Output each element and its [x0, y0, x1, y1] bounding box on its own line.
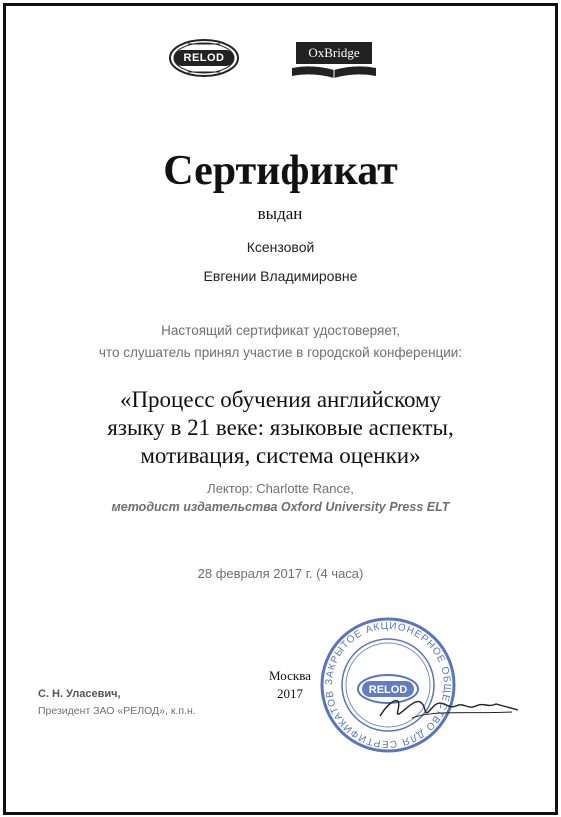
lecturer-name: Лектор: Charlotte Rance,: [207, 481, 354, 496]
stamp-center-text: RELOD: [368, 684, 408, 696]
signer-title: Президент ЗАО «РЕЛОД», к.п.н.: [38, 705, 196, 717]
statement-line-2: что слушатель принял участие в городской конференции:: [98, 345, 463, 360]
event-date: 28 февраля 2017 г. (4 часа): [197, 566, 364, 581]
relod-logo: [168, 38, 240, 78]
city: Москва: [269, 668, 311, 683]
lecturer-role: методист издательства Oxford University Press ELT: [111, 500, 450, 514]
event-title-line-3: мотивация, система оценки»: [140, 443, 421, 468]
issued-label: выдан: [257, 204, 303, 223]
signer-name: С. Н. Уласевич,: [38, 688, 121, 700]
stamp-outer-text: ЗАКРЫТОЕ АКЦИОНЕРНОЕ ОБЩЕСТВО ДЛЯ СЕРТИФИКАТОВ: [323, 620, 453, 750]
oxbridge-logo: [290, 40, 378, 80]
signature-graphic: [372, 680, 522, 730]
event-title-line-1: «Процесс обучения английскому: [119, 387, 442, 412]
oxbridge-logo-text: OxBridge: [308, 45, 360, 60]
recipient-given-names: Евгении Владимировне: [203, 268, 358, 284]
relod-logo-text: RELOD: [183, 52, 225, 64]
event-title-line-2: языку в 21 веке: языковые аспекты,: [107, 415, 454, 440]
statement-line-1: Настоящий сертификат удостоверяет,: [161, 323, 400, 338]
recipient-surname: Ксензовой: [246, 239, 315, 255]
handwritten-signature: [372, 680, 522, 730]
certificate-title: Сертификат: [163, 148, 398, 194]
year: 2017: [277, 686, 303, 701]
